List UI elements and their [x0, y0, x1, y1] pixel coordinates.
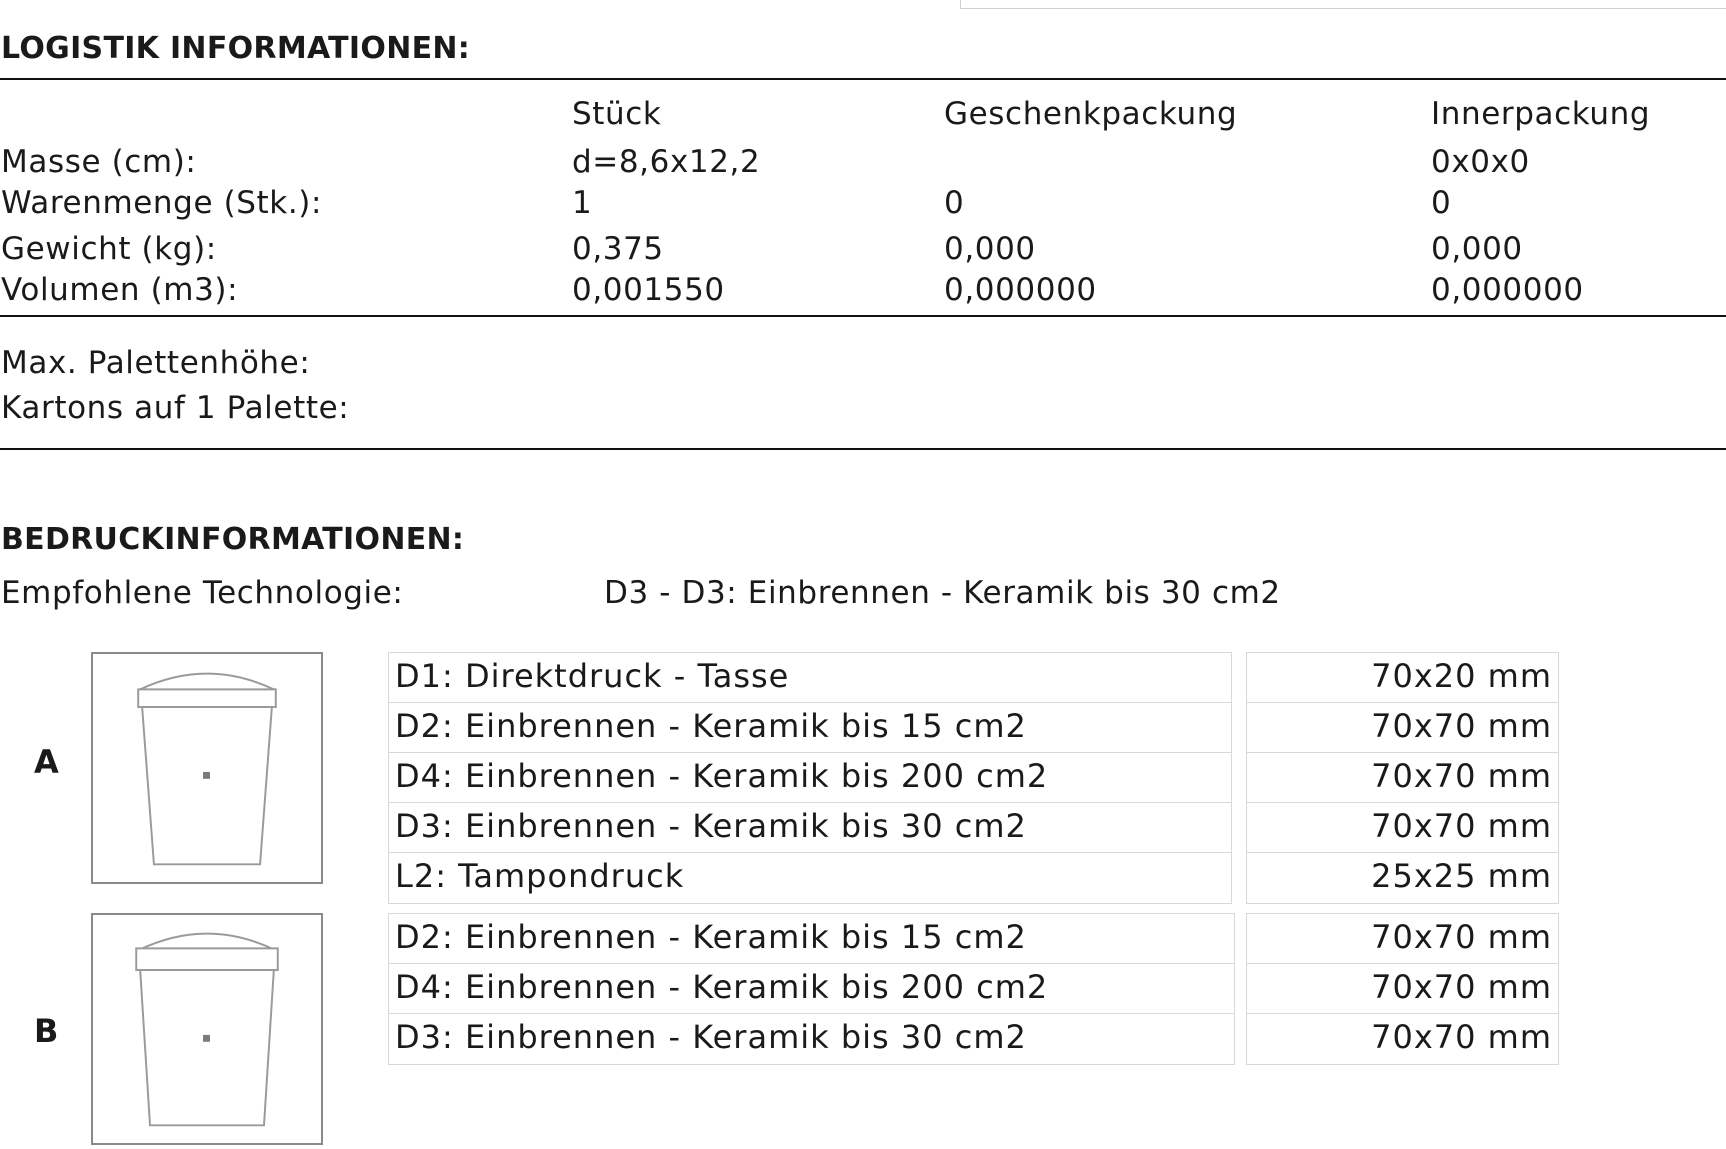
method-name: D2: Einbrennen - Keramik bis 15 cm2 [395, 707, 1027, 745]
column-header-inner-pack: Innerpackung [1431, 96, 1651, 132]
method-name: D4: Einbrennen - Keramik bis 200 cm2 [395, 968, 1049, 1006]
table-row [389, 703, 1231, 753]
weight-inner-pack: 0,000 [1431, 231, 1523, 267]
volume-piece: 0,001550 [572, 272, 725, 308]
logistics-bottom-rule [0, 448, 1726, 450]
dimensions-piece: d=8,6x12,2 [572, 144, 761, 180]
quantity-piece: 1 [572, 185, 593, 221]
row-label-weight: Gewicht (kg): [1, 231, 217, 267]
method-name: D3: Einbrennen - Keramik bis 30 cm2 [395, 807, 1027, 845]
table-row [389, 1014, 1234, 1063]
table-row [1247, 853, 1558, 902]
table-row [389, 753, 1231, 803]
weight-gift-box: 0,000 [944, 231, 1036, 267]
recommended-technology-value: D3 - D3: Einbrennen - Keramik bis 30 cm2 [604, 575, 1281, 611]
table-row [1247, 703, 1558, 753]
quantity-inner-pack: 0 [1431, 185, 1452, 221]
method-name: D2: Einbrennen - Keramik bis 15 cm2 [395, 918, 1027, 956]
print-size: 70x70 mm [1371, 1018, 1552, 1056]
mug-icon [91, 652, 323, 884]
logistics-heading: LOGISTIK INFORMATIONEN: [1, 31, 471, 66]
table-row [1247, 914, 1558, 964]
print-size: 70x70 mm [1371, 807, 1552, 845]
print-size: 25x25 mm [1371, 857, 1552, 895]
table-row [389, 653, 1231, 703]
print-size: 70x70 mm [1371, 968, 1552, 1006]
table-row [1247, 653, 1558, 703]
volume-gift-box: 0,000000 [944, 272, 1097, 308]
method-name: D3: Einbrennen - Keramik bis 30 cm2 [395, 1018, 1027, 1056]
printing-heading: BEDRUCKINFORMATIONEN: [1, 522, 465, 557]
pallet-height-label: Max. Palettenhöhe: [1, 345, 311, 381]
print-size: 70x20 mm [1371, 657, 1552, 695]
logistics-mid-rule [0, 315, 1726, 317]
dimensions-inner-pack: 0x0x0 [1431, 144, 1530, 180]
print-size: 70x70 mm [1371, 757, 1552, 795]
cartons-per-pallet-label: Kartons auf 1 Palette: [1, 390, 350, 426]
table-row [389, 964, 1234, 1014]
table-row [1247, 964, 1558, 1014]
table-row [389, 914, 1234, 964]
row-label-dimensions: Masse (cm): [1, 144, 197, 180]
method-name: D4: Einbrennen - Keramik bis 200 cm2 [395, 757, 1049, 795]
zone-label-a: A [34, 743, 59, 781]
zone-label-b: B [34, 1012, 59, 1050]
zone-b-methods-table [388, 913, 1235, 1065]
row-label-quantity: Warenmenge (Stk.): [1, 185, 323, 221]
zone-a-sizes-table [1246, 652, 1559, 904]
method-name: L2: Tampondruck [395, 857, 685, 895]
recommended-technology-label: Empfohlene Technologie: [1, 575, 404, 611]
table-row [1247, 1014, 1558, 1063]
row-label-volume: Volumen (m3): [1, 272, 239, 308]
table-row [389, 853, 1231, 902]
logistics-top-rule [0, 78, 1726, 80]
column-header-piece: Stück [572, 96, 662, 132]
mug-icon [91, 913, 323, 1145]
zone-a-methods-table [388, 652, 1232, 904]
volume-inner-pack: 0,000000 [1431, 272, 1584, 308]
method-name: D1: Direktdruck - Tasse [395, 657, 790, 695]
top-frame-edge [960, 0, 1726, 9]
print-size: 70x70 mm [1371, 707, 1552, 745]
quantity-gift-box: 0 [944, 185, 965, 221]
print-size: 70x70 mm [1371, 918, 1552, 956]
weight-piece: 0,375 [572, 231, 664, 267]
table-row [1247, 803, 1558, 853]
table-row [389, 803, 1231, 853]
table-row [1247, 753, 1558, 803]
zone-b-sizes-table [1246, 913, 1559, 1065]
column-header-gift-box: Geschenkpackung [944, 96, 1238, 132]
